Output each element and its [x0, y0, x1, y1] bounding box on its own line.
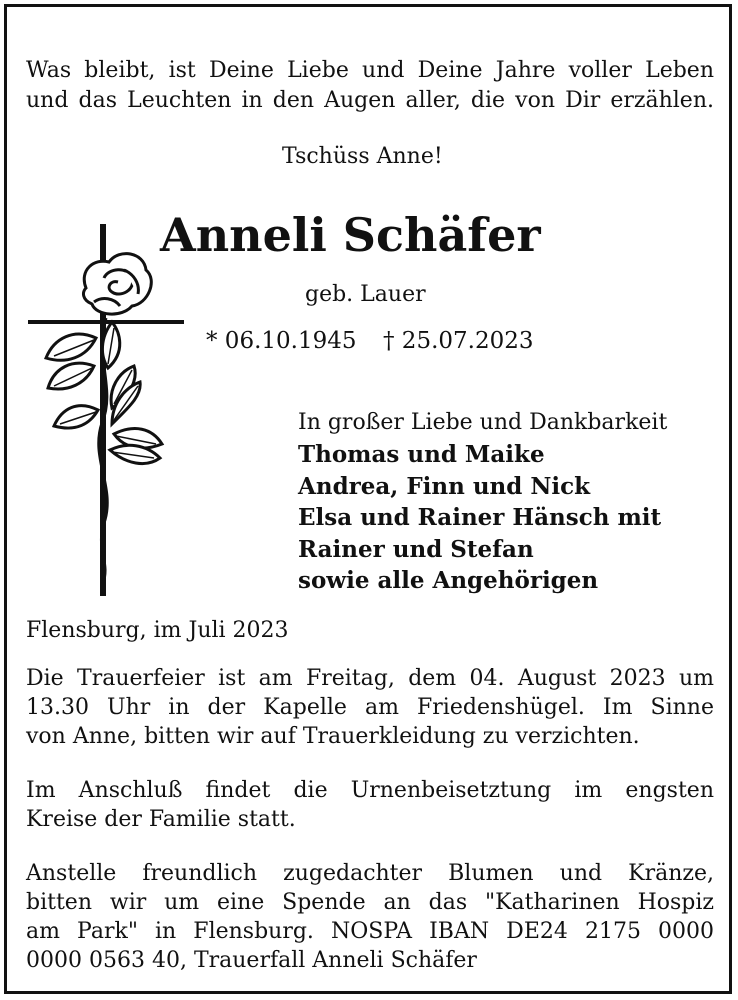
birth-date: * 06.10.1945 [206, 328, 357, 354]
death-date: † 25.07.2023 [383, 328, 534, 354]
deceased-name: Anneli Schäfer [160, 208, 541, 262]
quote-line-2: und das Leuchten in den Augen aller, die von Dir erzählen. [26, 88, 714, 113]
mourner-name: Andrea, Finn und Nick [298, 473, 591, 500]
donation-line: am Park" in Flensburg. NOSPA IBAN DE24 2175 0000 [26, 919, 714, 944]
mourner-name: Rainer und Stefan [298, 536, 534, 563]
ceremony-line: von Anne, bitten wir auf Trauerkleidung zu verzichten. [26, 724, 640, 749]
ceremony-line: 13.30 Uhr in der Kapelle am Friedenshügel. Im Sinne [26, 695, 714, 720]
cross-with-rose-icon [24, 218, 194, 600]
burial-line: Kreise der Familie statt. [26, 807, 296, 832]
quote-line-1: Was bleibt, ist Deine Liebe und Deine Jahre voller Leben [26, 58, 714, 83]
place-date: Flensburg, im Juli 2023 [26, 618, 289, 643]
mourner-name: Elsa und Rainer Hänsch mit [298, 504, 662, 531]
burial-line: Im Anschluß findet die Urnenbeisetztung im engsten [26, 778, 714, 803]
mourner-name: Thomas und Maike [298, 441, 545, 468]
maiden-name: geb. Lauer [305, 282, 426, 307]
donation-line: Anstelle freundlich zugedachter Blumen und Kränze, [26, 861, 714, 886]
ceremony-line: Die Trauerfeier ist am Freitag, dem 04. August 2023 um [26, 666, 714, 691]
farewell-text: Tschüss Anne! [282, 144, 443, 169]
mourner-name: sowie alle Angehörigen [298, 567, 599, 594]
donation-line: bitten wir um eine Spende an das "Katharinen Hospiz [26, 890, 714, 915]
donation-line: 0000 0563 40, Trauerfall Anneli Schäfer [26, 948, 477, 973]
mourners-intro: In großer Liebe und Dankbarkeit [298, 410, 668, 435]
